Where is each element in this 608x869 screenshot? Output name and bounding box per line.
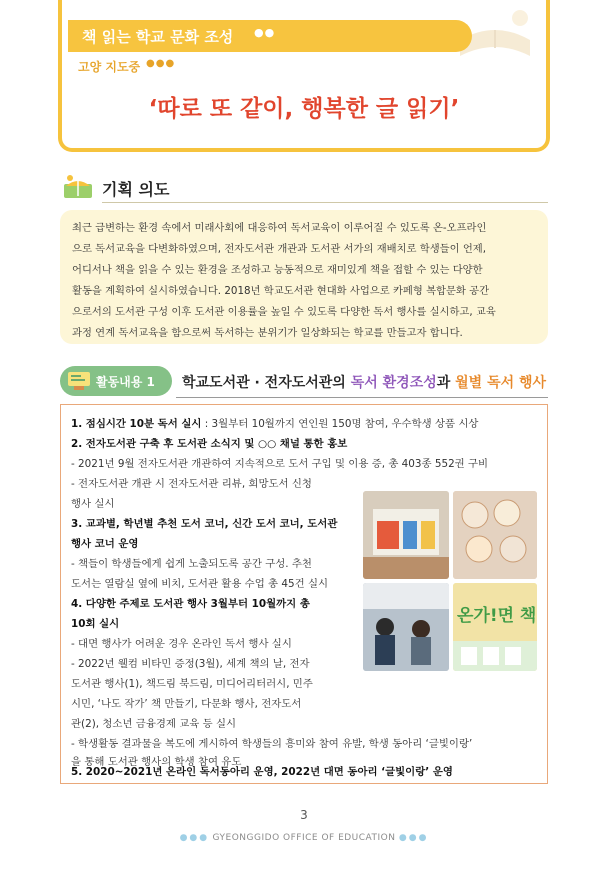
intent-line: 최근 급변하는 환경 속에서 미래사회에 대응하여 독서교육이 이루어질 수 있도록 온-오프라인 bbox=[72, 222, 487, 234]
photo-crafts bbox=[453, 491, 537, 579]
page-title: ‘따로 또 같이, 행복한 글 읽기’ bbox=[148, 96, 460, 122]
activity-title-part: 학교도서관 · 전자도서관의 bbox=[182, 375, 351, 391]
activity-badge bbox=[60, 366, 172, 396]
list-item: 3. 교과별, 학년별 추천 도서 코너, 신간 도서 코너, 도서관 bbox=[71, 518, 338, 530]
heading-underline bbox=[102, 202, 548, 203]
footer-org-name: GYEONGGIDO OFFICE OF EDUCATION bbox=[212, 833, 396, 843]
list-item: - 대면 행사가 어려운 경우 온라인 독서 행사 실시 bbox=[71, 638, 292, 650]
activity-title-part: 과 bbox=[436, 375, 456, 391]
activity-title bbox=[182, 372, 546, 392]
header-card bbox=[58, 0, 550, 152]
footer-org bbox=[0, 833, 608, 843]
section-banner bbox=[68, 20, 472, 52]
list-item: - 전자도서관 개관 시 전자도서관 리뷰, 희망도서 신청 bbox=[71, 478, 312, 490]
list-item: - 책들이 학생들에게 쉽게 노출되도록 공간 구성. 추천 bbox=[71, 558, 312, 570]
activity-title-highlight: 독서 환경조성 bbox=[350, 375, 437, 391]
list-item: 도서관 행사(1), 책드림 북드림, 미디어리터러시, 민주 bbox=[71, 678, 313, 690]
book-icon bbox=[62, 172, 94, 202]
poster-text: 온가!면 책 bbox=[457, 606, 537, 626]
activity-heading bbox=[60, 366, 548, 400]
list-item: 10회 실시 bbox=[71, 618, 120, 630]
list-item: - 2022년 웰컴 비타민 증정(3월), 세계 책의 날, 전자 bbox=[71, 658, 310, 670]
list-item: 도서는 열람실 옆에 비치, 도서관 활용 수업 총 45건 실시 bbox=[71, 578, 329, 590]
school-name: 고양 지도중 bbox=[78, 60, 141, 74]
classroom-icon bbox=[66, 369, 92, 393]
section-dots: ●● bbox=[254, 26, 276, 39]
list-item: 1. 점심시간 10분 독서 실시 : 3월부터 10월까지 연인원 150명 참여, 우수학생 상품 시상 bbox=[71, 418, 479, 430]
intent-line: 어디서나 책을 읽을 수 있는 환경을 조성하고 능동적으로 재미있게 책을 접할 수 있는 다양한 bbox=[72, 264, 483, 276]
activity-box bbox=[60, 404, 548, 784]
crafts-image bbox=[453, 491, 537, 579]
intent-line: 으로서의 도서관 구성 이후 도서관 이용률을 높일 수 있도록 다양한 독서 행사를 실시하고, 교육 bbox=[72, 306, 496, 318]
intent-line: 과정 연계 독서교육을 함으로써 독서하는 분위기가 일상화되는 학교를 만들고자 합니다. bbox=[72, 327, 463, 339]
intent-line: 활동을 계획하여 실시하였습니다. 2018년 학교도서관 현대화 사업으로 카페형 복합문화 공간 bbox=[72, 285, 490, 297]
footer-dots: ●●● bbox=[398, 833, 429, 843]
photo-poster bbox=[453, 583, 537, 671]
intent-line: 으로 독서교육을 다변화하였으며, 전자도서관 개관과 도서관 서가의 재배치로 학생들이 언제, bbox=[72, 243, 486, 255]
photo-students bbox=[363, 583, 449, 671]
activity-title-highlight: 월별 독서 행사 bbox=[455, 375, 547, 391]
page-number: 3 bbox=[300, 808, 308, 822]
section-label: 책 읽는 학교 문화 조성 bbox=[82, 28, 234, 46]
list-item: 시민, ‘나도 작가’ 책 만들기, 다문화 행사, 전자도서 bbox=[71, 698, 302, 710]
poster-image bbox=[453, 583, 537, 671]
list-item: 4. 다양한 주제로 도서관 행사 3월부터 10월까지 총 bbox=[71, 598, 310, 610]
intent-body bbox=[60, 210, 548, 344]
activity-label: 활동내용 1 bbox=[96, 375, 155, 389]
library-display-image bbox=[363, 491, 449, 579]
school-dots: ●●● bbox=[146, 58, 176, 69]
photo-library-display bbox=[363, 491, 449, 579]
list-item: 행사 코너 운영 bbox=[71, 538, 139, 550]
intent-title: 기획 의도 bbox=[102, 180, 170, 199]
intent-heading bbox=[62, 172, 548, 204]
list-item: 2. 전자도서관 구축 후 도서관 소식지 및 ○○ 채널 통한 홍보 bbox=[71, 438, 348, 450]
list-item: - 학생활동 결과물을 복도에 게시하여 학생들의 흥미와 참여 유발, 학생 동아리 ‘글빛이랑’ bbox=[71, 738, 473, 750]
list-item: 을 통해 도서관 행사의 학생 참여 유도 bbox=[71, 756, 242, 768]
heading-underline bbox=[176, 397, 548, 398]
list-item: - 2021년 9월 전자도서관 개관하여 지속적으로 도서 구입 및 이용 증, 총 403종 552권 구비 bbox=[71, 458, 489, 470]
list-item: 행사 실시 bbox=[71, 498, 115, 510]
list-item: 5. 2020~2021년 온라인 독서동아리 운영, 2022년 대면 동아리 ‘글빛이랑’ 운영 bbox=[71, 766, 453, 778]
list-item: 관(2), 청소년 금융경제 교육 등 실시 bbox=[71, 718, 237, 730]
footer-dots: ●●● bbox=[179, 833, 210, 843]
students-image bbox=[363, 583, 449, 671]
